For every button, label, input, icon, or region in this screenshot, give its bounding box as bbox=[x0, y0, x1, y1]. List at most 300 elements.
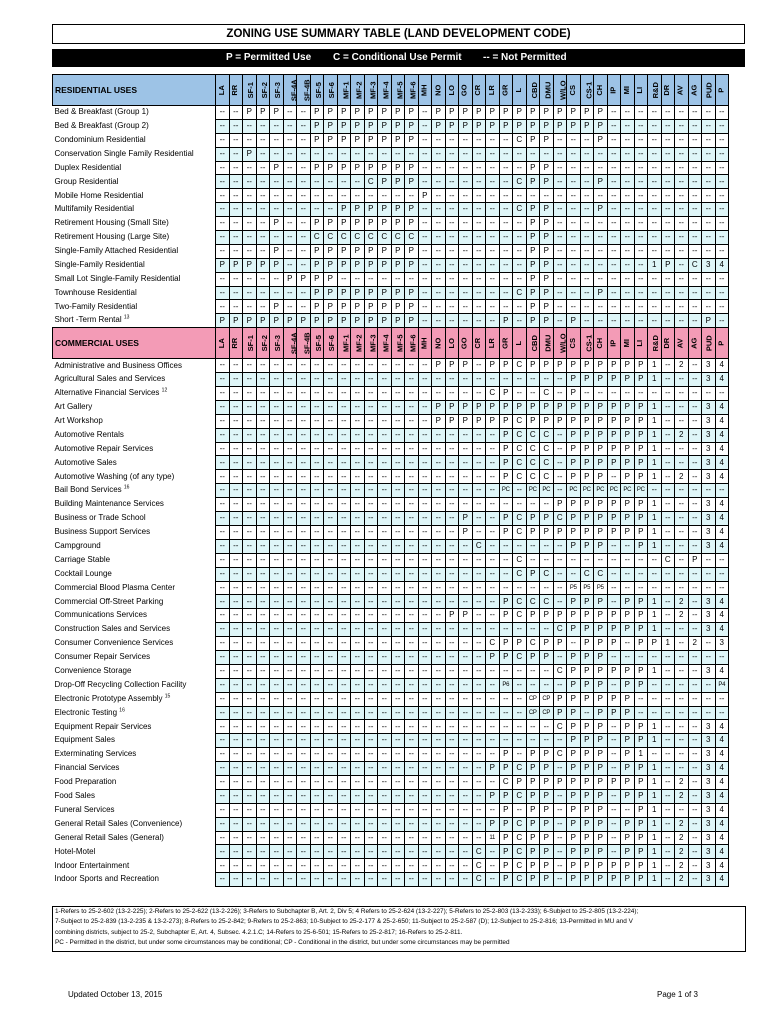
use-cell: P bbox=[270, 314, 284, 328]
use-cell: -- bbox=[391, 539, 405, 553]
use-cell: P bbox=[580, 470, 594, 484]
district-header bbox=[702, 328, 716, 359]
use-cell: -- bbox=[378, 387, 392, 401]
use-cell: -- bbox=[445, 231, 459, 245]
table-row bbox=[53, 161, 729, 175]
use-cell: -- bbox=[702, 231, 716, 245]
use-cell: -- bbox=[297, 231, 311, 245]
use-cell: -- bbox=[418, 664, 432, 678]
use-cell: -- bbox=[256, 147, 270, 161]
use-cell: -- bbox=[418, 470, 432, 484]
use-cell: C bbox=[526, 428, 540, 442]
use-cell: -- bbox=[513, 314, 527, 328]
use-cell: -- bbox=[661, 119, 675, 133]
district-label: MF-3 bbox=[368, 334, 377, 352]
use-cell: -- bbox=[459, 373, 473, 387]
use-cell: -- bbox=[634, 650, 648, 664]
use-cell: -- bbox=[621, 567, 635, 581]
use-cell: -- bbox=[688, 231, 702, 245]
use-cell: -- bbox=[715, 133, 729, 147]
use-cell: -- bbox=[229, 484, 243, 498]
use-cell: -- bbox=[432, 217, 446, 231]
use-cell: -- bbox=[216, 623, 230, 637]
district-header bbox=[337, 328, 351, 359]
use-cell: -- bbox=[513, 692, 527, 706]
use-cell: C bbox=[513, 525, 527, 539]
use-cell: -- bbox=[405, 400, 419, 414]
use-cell: -- bbox=[688, 817, 702, 831]
use-cell: 4 bbox=[715, 414, 729, 428]
use-cell: -- bbox=[472, 775, 486, 789]
use-cell: -- bbox=[607, 314, 621, 328]
use-cell: -- bbox=[216, 272, 230, 286]
use-cell: -- bbox=[243, 706, 257, 720]
use-cell: -- bbox=[216, 442, 230, 456]
use-cell: -- bbox=[256, 217, 270, 231]
use-cell: -- bbox=[297, 692, 311, 706]
section-header bbox=[53, 75, 729, 106]
use-cell: 3 bbox=[702, 720, 716, 734]
use-cell: -- bbox=[540, 498, 554, 512]
use-cell: P bbox=[256, 314, 270, 328]
use-cell: -- bbox=[648, 147, 662, 161]
district-header bbox=[270, 75, 284, 106]
use-cell: P bbox=[634, 428, 648, 442]
use-cell: P bbox=[553, 414, 567, 428]
use-cell: P bbox=[594, 789, 608, 803]
use-cell: -- bbox=[229, 678, 243, 692]
use-cell: P bbox=[540, 231, 554, 245]
use-cell: -- bbox=[337, 623, 351, 637]
use-cell: -- bbox=[216, 244, 230, 258]
use-cell: P bbox=[553, 400, 567, 414]
use-cell: -- bbox=[310, 203, 324, 217]
use-cell: C bbox=[540, 567, 554, 581]
use-cell: -- bbox=[459, 442, 473, 456]
use-cell: -- bbox=[351, 539, 365, 553]
use-cell: -- bbox=[486, 748, 500, 762]
use-cell: C bbox=[513, 789, 527, 803]
use-cell: PC bbox=[580, 484, 594, 498]
district-header bbox=[256, 75, 270, 106]
use-cell: -- bbox=[621, 175, 635, 189]
use-cell: P bbox=[580, 498, 594, 512]
use-cell: P bbox=[540, 244, 554, 258]
table-row bbox=[53, 314, 729, 328]
use-cell: -- bbox=[216, 859, 230, 873]
use-cell: -- bbox=[675, 400, 689, 414]
use-cell: P bbox=[526, 106, 540, 120]
use-cell: P bbox=[607, 859, 621, 873]
use-cell: -- bbox=[607, 147, 621, 161]
use-cell: -- bbox=[310, 525, 324, 539]
table-row bbox=[53, 748, 729, 762]
use-cell: P bbox=[391, 175, 405, 189]
use-cell: -- bbox=[243, 272, 257, 286]
table-row bbox=[53, 106, 729, 120]
use-cell: P bbox=[459, 106, 473, 120]
footnote-line: 7-Subject to 25-2-839 (13-2-235 & 13-2-273); 8-Refers to 25-2-842; 9-Refers to 25-2-863; 10-Subject to 25-2-177 & 25-2-650; 11-Subject to 25-2-587 (D); 12-Subject to 25-2-816; 13-Permitted in MU and V bbox=[55, 918, 633, 926]
use-cell: -- bbox=[432, 803, 446, 817]
use-cell: P bbox=[310, 300, 324, 314]
district-label: MI bbox=[622, 85, 631, 95]
use-cell: P bbox=[567, 470, 581, 484]
use-cell: P bbox=[513, 106, 527, 120]
use-cell: -- bbox=[351, 553, 365, 567]
use-cell: -- bbox=[310, 373, 324, 387]
use-cell: -- bbox=[391, 400, 405, 414]
use-cell: -- bbox=[324, 189, 338, 203]
use-cell: -- bbox=[243, 286, 257, 300]
use-cell: -- bbox=[324, 175, 338, 189]
use-cell: -- bbox=[283, 470, 297, 484]
use-cell: -- bbox=[391, 272, 405, 286]
use-cell: -- bbox=[378, 581, 392, 595]
use-cell: P bbox=[580, 762, 594, 776]
use-cell: 11 bbox=[486, 831, 500, 845]
use-cell: P bbox=[499, 873, 513, 887]
use-cell: -- bbox=[472, 720, 486, 734]
use-cell: P bbox=[526, 567, 540, 581]
use-cell: -- bbox=[351, 595, 365, 609]
use-cell: -- bbox=[351, 442, 365, 456]
use-cell: -- bbox=[378, 762, 392, 776]
use-cell: -- bbox=[391, 373, 405, 387]
use-cell: -- bbox=[310, 512, 324, 526]
use-cell: -- bbox=[270, 859, 284, 873]
use-cell: -- bbox=[310, 609, 324, 623]
use-cell: -- bbox=[229, 637, 243, 651]
use-name: Consumer Convenience Services bbox=[53, 637, 216, 651]
use-cell: -- bbox=[715, 650, 729, 664]
use-cell: P bbox=[364, 203, 378, 217]
district-label: LR bbox=[487, 85, 496, 95]
district-label: CH bbox=[595, 337, 604, 349]
use-cell: -- bbox=[364, 359, 378, 373]
use-cell: -- bbox=[648, 692, 662, 706]
use-cell: -- bbox=[351, 512, 365, 526]
use-cell: -- bbox=[715, 706, 729, 720]
use-cell: -- bbox=[688, 581, 702, 595]
district-header bbox=[580, 328, 594, 359]
use-cell: -- bbox=[472, 692, 486, 706]
use-cell: -- bbox=[459, 873, 473, 887]
use-cell: -- bbox=[405, 147, 419, 161]
use-cell: P bbox=[526, 650, 540, 664]
use-cell: -- bbox=[310, 637, 324, 651]
use-cell: -- bbox=[229, 161, 243, 175]
use-cell: -- bbox=[243, 637, 257, 651]
use-cell: -- bbox=[229, 286, 243, 300]
use-cell: P bbox=[580, 609, 594, 623]
use-name: Bail Bond Services $^{16}$ bbox=[53, 484, 216, 498]
use-cell: -- bbox=[216, 609, 230, 623]
use-cell: P bbox=[634, 373, 648, 387]
district-header bbox=[486, 75, 500, 106]
use-cell: -- bbox=[337, 831, 351, 845]
district-header bbox=[553, 328, 567, 359]
table-row bbox=[53, 720, 729, 734]
use-cell: -- bbox=[445, 845, 459, 859]
use-cell: -- bbox=[702, 203, 716, 217]
use-cell: -- bbox=[432, 203, 446, 217]
use-cell: -- bbox=[675, 133, 689, 147]
use-cell: -- bbox=[702, 581, 716, 595]
use-cell: -- bbox=[256, 484, 270, 498]
use-cell: 2 bbox=[675, 470, 689, 484]
use-cell: C bbox=[540, 387, 554, 401]
use-cell: P bbox=[337, 106, 351, 120]
use-cell: -- bbox=[391, 147, 405, 161]
use-cell: -- bbox=[459, 470, 473, 484]
district-label: MH bbox=[419, 337, 429, 350]
use-cell: -- bbox=[567, 258, 581, 272]
use-cell: -- bbox=[594, 217, 608, 231]
use-cell: P bbox=[324, 272, 338, 286]
use-cell: -- bbox=[607, 678, 621, 692]
use-cell: -- bbox=[324, 623, 338, 637]
use-cell: 1 bbox=[648, 789, 662, 803]
use-cell: P bbox=[526, 873, 540, 887]
use-cell: 3 bbox=[702, 609, 716, 623]
use-cell: -- bbox=[391, 581, 405, 595]
use-name: Automotive Sales bbox=[53, 456, 216, 470]
use-cell: -- bbox=[715, 314, 729, 328]
use-cell: -- bbox=[310, 664, 324, 678]
use-cell: -- bbox=[324, 442, 338, 456]
use-cell: -- bbox=[445, 314, 459, 328]
use-cell: -- bbox=[243, 428, 257, 442]
use-name: Small Lot Single-Family Residential bbox=[53, 272, 216, 286]
use-cell: -- bbox=[229, 803, 243, 817]
use-cell: -- bbox=[351, 831, 365, 845]
use-cell: -- bbox=[405, 789, 419, 803]
use-cell: P bbox=[378, 258, 392, 272]
table-row bbox=[53, 859, 729, 873]
use-cell: C bbox=[661, 553, 675, 567]
use-cell: P bbox=[310, 258, 324, 272]
use-cell: P bbox=[526, 609, 540, 623]
district-label: SF-4A bbox=[289, 332, 299, 355]
use-cell: P bbox=[702, 314, 716, 328]
use-cell: -- bbox=[378, 525, 392, 539]
use-cell: P bbox=[324, 119, 338, 133]
use-cell: -- bbox=[648, 650, 662, 664]
use-cell: -- bbox=[661, 845, 675, 859]
use-cell: P bbox=[607, 359, 621, 373]
district-label: LO bbox=[446, 84, 456, 96]
use-cell: -- bbox=[432, 470, 446, 484]
use-cell: -- bbox=[432, 442, 446, 456]
table-row bbox=[53, 231, 729, 245]
use-cell: -- bbox=[297, 817, 311, 831]
district-label: SF-3 bbox=[272, 335, 282, 352]
use-cell: 3 bbox=[702, 789, 716, 803]
use-cell: -- bbox=[243, 678, 257, 692]
use-cell: -- bbox=[351, 567, 365, 581]
use-cell: -- bbox=[216, 678, 230, 692]
use-cell: -- bbox=[229, 512, 243, 526]
use-cell: -- bbox=[391, 428, 405, 442]
use-cell: C bbox=[513, 609, 527, 623]
use-cell: -- bbox=[418, 286, 432, 300]
use-cell: -- bbox=[391, 692, 405, 706]
use-cell: -- bbox=[418, 217, 432, 231]
use-cell: -- bbox=[243, 414, 257, 428]
use-cell: 3 bbox=[702, 359, 716, 373]
use-cell: P bbox=[634, 595, 648, 609]
use-cell: -- bbox=[580, 272, 594, 286]
use-cell: -- bbox=[688, 720, 702, 734]
use-cell: -- bbox=[324, 359, 338, 373]
use-cell: -- bbox=[459, 539, 473, 553]
use-cell: P bbox=[337, 133, 351, 147]
use-cell: -- bbox=[256, 831, 270, 845]
use-cell: -- bbox=[256, 539, 270, 553]
use-cell: P bbox=[499, 387, 513, 401]
use-cell: P bbox=[594, 133, 608, 147]
use-name: Drop-Off Recycling Collection Facility bbox=[53, 678, 216, 692]
table-row bbox=[53, 512, 729, 526]
use-cell: -- bbox=[297, 456, 311, 470]
use-cell: P bbox=[607, 706, 621, 720]
use-cell: P bbox=[364, 244, 378, 258]
use-cell: -- bbox=[661, 734, 675, 748]
use-cell: -- bbox=[607, 300, 621, 314]
use-cell: -- bbox=[594, 387, 608, 401]
use-cell: -- bbox=[405, 692, 419, 706]
use-cell: -- bbox=[256, 456, 270, 470]
zoning-table bbox=[52, 74, 729, 887]
use-cell: -- bbox=[243, 748, 257, 762]
use-cell: -- bbox=[432, 845, 446, 859]
use-cell: -- bbox=[324, 414, 338, 428]
use-name: Food Sales bbox=[53, 789, 216, 803]
use-cell: -- bbox=[432, 272, 446, 286]
use-name: Financial Services bbox=[53, 762, 216, 776]
use-cell: -- bbox=[580, 387, 594, 401]
use-cell: P bbox=[351, 286, 365, 300]
district-label: CR bbox=[473, 84, 483, 96]
use-cell: PC bbox=[540, 484, 554, 498]
use-cell: -- bbox=[688, 456, 702, 470]
use-cell: P bbox=[526, 762, 540, 776]
use-cell: -- bbox=[634, 161, 648, 175]
use-cell: P bbox=[594, 748, 608, 762]
district-header bbox=[648, 75, 662, 106]
use-cell: -- bbox=[324, 873, 338, 887]
use-cell: -- bbox=[337, 678, 351, 692]
use-cell: P bbox=[243, 314, 257, 328]
use-cell: -- bbox=[688, 359, 702, 373]
use-cell: P bbox=[270, 300, 284, 314]
use-cell: P bbox=[499, 831, 513, 845]
use-cell: P bbox=[526, 859, 540, 873]
use-cell: -- bbox=[243, 161, 257, 175]
use-cell: -- bbox=[256, 387, 270, 401]
use-cell: -- bbox=[486, 175, 500, 189]
use-cell: -- bbox=[607, 845, 621, 859]
use-cell: P bbox=[540, 873, 554, 887]
use-cell: P bbox=[634, 789, 648, 803]
use-cell: -- bbox=[283, 428, 297, 442]
use-cell: -- bbox=[715, 581, 729, 595]
use-cell: -- bbox=[634, 133, 648, 147]
use-cell: -- bbox=[270, 373, 284, 387]
use-cell: -- bbox=[310, 650, 324, 664]
use-cell: -- bbox=[378, 692, 392, 706]
district-label: SF-4A bbox=[289, 79, 299, 101]
use-cell: C bbox=[594, 567, 608, 581]
use-cell: -- bbox=[418, 244, 432, 258]
use-cell: P bbox=[243, 258, 257, 272]
use-cell: -- bbox=[310, 748, 324, 762]
use-cell: -- bbox=[621, 637, 635, 651]
use-cell: -- bbox=[216, 470, 230, 484]
use-cell: -- bbox=[472, 244, 486, 258]
use-cell: -- bbox=[688, 859, 702, 873]
use-cell: -- bbox=[337, 789, 351, 803]
use-cell: -- bbox=[351, 845, 365, 859]
use-cell: -- bbox=[405, 189, 419, 203]
use-name: Business Support Services bbox=[53, 525, 216, 539]
use-cell: -- bbox=[513, 217, 527, 231]
use-cell: P bbox=[499, 314, 513, 328]
use-cell: -- bbox=[216, 803, 230, 817]
district-header bbox=[567, 328, 581, 359]
use-cell: -- bbox=[688, 314, 702, 328]
use-cell: -- bbox=[378, 831, 392, 845]
use-cell: -- bbox=[297, 217, 311, 231]
district-label: R&D bbox=[650, 81, 660, 99]
use-cell: -- bbox=[310, 775, 324, 789]
use-cell: -- bbox=[702, 161, 716, 175]
use-cell: -- bbox=[499, 734, 513, 748]
district-label: MF-5 bbox=[395, 81, 404, 99]
use-cell: P bbox=[499, 762, 513, 776]
use-cell: P bbox=[580, 637, 594, 651]
use-cell: -- bbox=[472, 189, 486, 203]
use-cell: P bbox=[243, 147, 257, 161]
use-cell: P bbox=[486, 400, 500, 414]
use-cell: -- bbox=[391, 498, 405, 512]
use-cell: 4 bbox=[715, 803, 729, 817]
use-cell: -- bbox=[256, 373, 270, 387]
use-cell: PC bbox=[594, 484, 608, 498]
use-cell: -- bbox=[216, 650, 230, 664]
use-cell: -- bbox=[688, 428, 702, 442]
use-cell: -- bbox=[270, 706, 284, 720]
use-cell: P bbox=[580, 414, 594, 428]
use-cell: -- bbox=[486, 567, 500, 581]
use-cell: -- bbox=[351, 817, 365, 831]
use-cell: -- bbox=[391, 553, 405, 567]
use-cell: -- bbox=[580, 553, 594, 567]
use-cell: -- bbox=[310, 789, 324, 803]
use-cell: 1 bbox=[648, 803, 662, 817]
use-cell: -- bbox=[229, 734, 243, 748]
use-cell: -- bbox=[486, 470, 500, 484]
use-cell: -- bbox=[283, 217, 297, 231]
use-cell: P bbox=[594, 539, 608, 553]
use-cell: -- bbox=[216, 300, 230, 314]
use-cell: -- bbox=[405, 581, 419, 595]
use-cell: -- bbox=[432, 873, 446, 887]
use-cell: P bbox=[607, 400, 621, 414]
use-cell: -- bbox=[472, 133, 486, 147]
use-cell: -- bbox=[472, 623, 486, 637]
use-cell: P bbox=[432, 119, 446, 133]
